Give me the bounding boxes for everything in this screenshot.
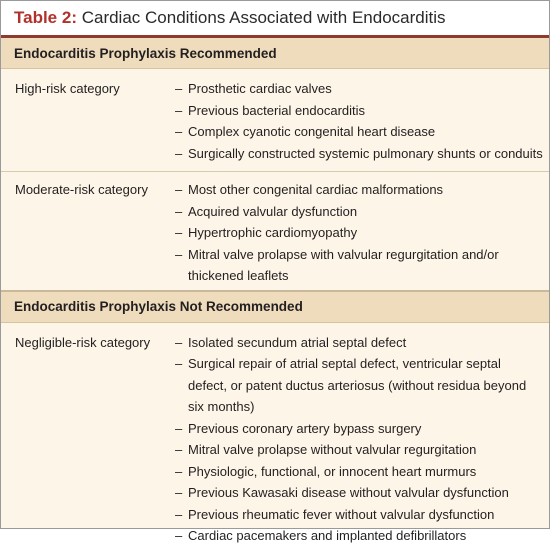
category-label: Moderate-risk category xyxy=(15,182,148,197)
category-label: High-risk category xyxy=(15,81,120,96)
dash-bullet: – xyxy=(175,81,183,96)
dash-bullet: – xyxy=(175,485,183,500)
dash-bullet: – xyxy=(175,225,183,240)
list-item: – Previous Kawasaki disease without valvular dysfunction xyxy=(175,482,543,504)
dash-bullet: – xyxy=(175,124,183,139)
dash-bullet: – xyxy=(175,442,183,457)
table-number: Table 2: xyxy=(14,8,77,27)
dash-bullet: – xyxy=(175,102,183,118)
category-label: Negligible-risk category xyxy=(15,334,151,350)
section-header-recommended: Endocarditis Prophylaxis Recommended xyxy=(1,38,549,69)
dash-bullet: – xyxy=(175,145,183,161)
list-item: – Prosthetic cardiac valves xyxy=(175,78,543,100)
dash-bullet: – xyxy=(175,463,183,479)
list-item: – Mitral valve prolapse with valvular regurgitation and/or thickened leaflets xyxy=(175,244,543,287)
list-item: – Surgically constructed systemic pulmonary shunts or conduits xyxy=(175,143,543,165)
list-item: – Physiologic, functional, or innocent heart murmurs xyxy=(175,461,543,483)
group-high-risk xyxy=(1,69,549,171)
list-item: – Surgical repair of atrial septal defect, ventricular septal defect, or patent ductus arteriosus (without residua beyond six months) xyxy=(175,353,543,418)
dash-bullet: – xyxy=(175,356,183,371)
dash-bullet: – xyxy=(175,246,183,262)
dash-bullet: – xyxy=(175,203,183,219)
list-item: – Mitral valve prolapse without valvular regurgitation xyxy=(175,439,543,461)
dash-bullet: – xyxy=(175,528,183,543)
list-item: – Previous bacterial endocarditis xyxy=(175,100,543,122)
item-list xyxy=(175,332,543,547)
item-list xyxy=(175,78,543,164)
list-item: – Hypertrophic cardiomyopathy xyxy=(175,222,543,244)
table-title-text: Cardiac Conditions Associated with Endocarditis xyxy=(76,8,446,27)
dash-bullet: – xyxy=(175,334,183,350)
dash-bullet: – xyxy=(175,506,183,522)
list-item: – Acquired valvular dysfunction xyxy=(175,201,543,223)
list-item: – Complex cyanotic congenital heart disease xyxy=(175,121,543,143)
table-title xyxy=(1,1,549,38)
list-item: – Cardiac pacemakers and implanted defibrillators xyxy=(175,525,543,547)
dash-bullet: – xyxy=(175,182,183,197)
group-moderate-risk xyxy=(1,172,549,290)
section-header-not-recommended: Endocarditis Prophylaxis Not Recommended xyxy=(1,290,549,323)
group-negligible-risk xyxy=(1,323,549,547)
list-item: – Most other congenital cardiac malformations xyxy=(175,179,543,201)
item-list xyxy=(175,179,543,287)
list-item: – Previous coronary artery bypass surgery xyxy=(175,418,543,440)
list-item: – Previous rheumatic fever without valvular dysfunction xyxy=(175,504,543,526)
dash-bullet: – xyxy=(175,420,183,436)
list-item: – Isolated secundum atrial septal defect xyxy=(175,332,543,354)
